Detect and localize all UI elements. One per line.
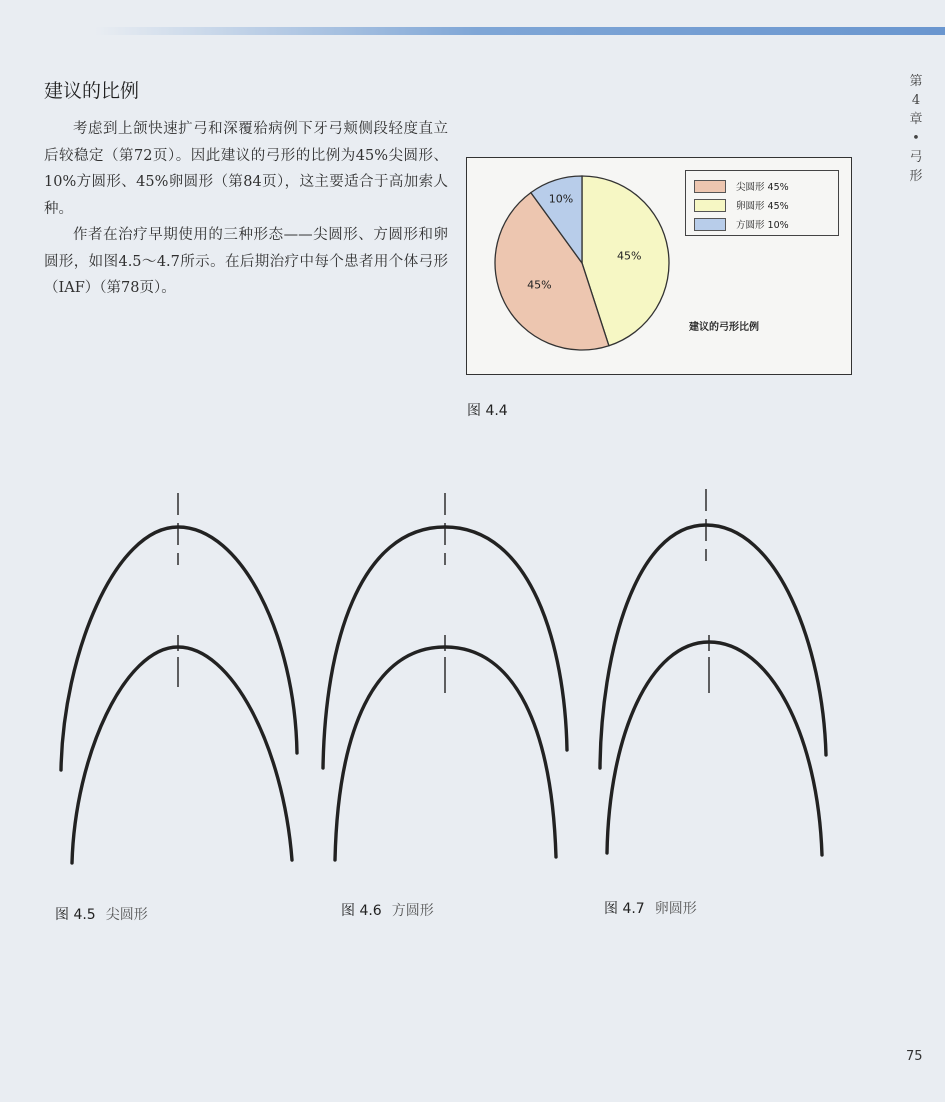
pie-chart-figure — [466, 157, 852, 375]
legend-label: 尖圆形 45% — [736, 182, 789, 193]
paragraph-1: 考虑到上颌快速扩弓和深覆𬌗病例下牙弓颊侧段轻度直立后较稳定（第72页）。因此建议的弓形的比例为45%尖圆形、10%方圆形、45%卵圆形（第84页），这主要适合于高加索人种。 — [44, 121, 448, 217]
legend-item — [694, 198, 789, 212]
chart-title: 建议的弓形比例 — [689, 322, 759, 333]
chapter-char: 4 — [911, 93, 921, 108]
pie-chart — [467, 158, 677, 368]
chapter-char: 形 — [909, 169, 923, 184]
chapter-char: • — [912, 131, 920, 146]
chapter-char: 章 — [909, 112, 923, 127]
figure-4-7-subtitle: 卵圆形 — [654, 901, 697, 917]
figure-4-5-label: 图 4.5 — [55, 907, 96, 923]
figure-4-4-caption: 图 4.4 — [467, 403, 508, 419]
figure-4-5-subtitle: 尖圆形 — [105, 907, 148, 923]
paragraph-2: 作者在治疗早期使用的三种形态——尖圆形、方圆形和卵圆形，如图4.5～4.7所示。在后期治疗中每个患者用个体弓形（IAF）（第78页）。 — [44, 227, 448, 296]
arch-diagram-ovoid — [595, 485, 835, 870]
figure-4-6-label: 图 4.6 — [341, 903, 382, 919]
arch-diagram-square — [319, 485, 574, 870]
legend-label: 方圆形 10% — [736, 220, 789, 231]
chapter-char: 弓 — [909, 150, 923, 165]
legend-label: 卵圆形 45% — [736, 201, 789, 212]
section-heading: 建议的比例 — [44, 80, 140, 102]
legend-swatch — [694, 199, 726, 212]
legend-item — [694, 179, 789, 193]
pie-data-label: 10% — [548, 192, 574, 206]
figure-4-6-subtitle: 方圆形 — [391, 903, 434, 919]
header-accent-bar — [95, 27, 945, 35]
figure-4-7-label: 图 4.7 — [604, 901, 645, 917]
legend-swatch — [694, 180, 726, 193]
body-text — [44, 116, 448, 302]
pie-data-label: 45% — [617, 249, 642, 263]
chapter-side-label — [905, 72, 927, 186]
chart-legend — [685, 170, 839, 236]
figure-4-6-caption — [341, 900, 434, 920]
pie-data-label: 45% — [527, 278, 552, 292]
legend-item — [694, 217, 789, 231]
figure-4-5-caption — [55, 904, 148, 924]
page-number: 75 — [906, 1049, 923, 1064]
arch-diagram-tapered — [55, 485, 305, 870]
legend-swatch — [694, 218, 726, 231]
chapter-char: 第 — [909, 74, 923, 89]
figure-4-7-caption — [604, 898, 697, 918]
